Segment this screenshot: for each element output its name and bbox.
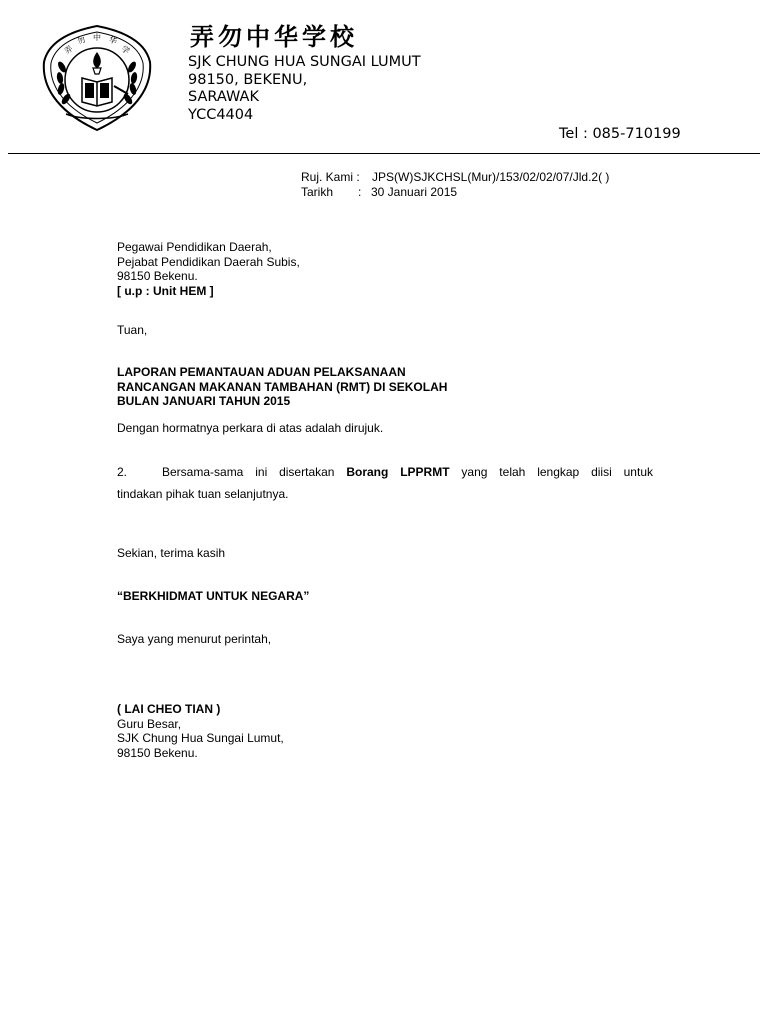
signatory-name: ( LAI CHEO TIAN )	[117, 702, 221, 716]
letterhead-divider	[8, 153, 760, 154]
signature-block	[117, 702, 284, 760]
salutation: Tuan,	[117, 323, 148, 337]
school-name: SJK CHUNG HUA SUNGAI LUMUT	[188, 54, 421, 70]
date-line	[301, 185, 609, 200]
date-colon: :	[358, 184, 362, 199]
signatory-title: Guru Besar,	[117, 716, 182, 731]
svg-text:勿: 勿	[76, 35, 87, 47]
svg-text:华: 华	[107, 35, 118, 47]
school-crest-icon	[36, 22, 158, 134]
paragraph-2-text-before: Bersama-sama ini disertakan	[162, 465, 335, 479]
date-label: Tarikh	[301, 184, 334, 199]
recipient-address	[117, 240, 300, 298]
school-code: YCC4404	[188, 106, 254, 123]
reference-block	[301, 170, 609, 199]
reference-line	[301, 170, 609, 185]
paragraph-2	[117, 461, 653, 505]
school-crest-logo	[36, 22, 158, 134]
svg-text:学: 学	[119, 43, 132, 56]
signatory-address: 98150 Bekenu.	[117, 745, 198, 760]
subject-heading	[117, 365, 447, 409]
paragraph-2-line-2: tindakan pihak tuan selanjutnya.	[117, 487, 289, 501]
school-telephone: Tel : 085-710199	[559, 126, 681, 142]
paragraph-1: Dengan hormatnya perkara di atas adalah dirujuk.	[117, 421, 384, 435]
recipient-line-2: Pejabat Pendidikan Daerah Subis,	[117, 254, 300, 269]
paragraph-2-form-name: Borang LPPRMT	[346, 465, 450, 479]
subject-line-2: RANCANGAN MAKANAN TAMBAHAN (RMT) DI SEKOLAH	[117, 379, 448, 394]
closing-thanks: Sekian, terima kasih	[117, 546, 226, 560]
subject-line-1: LAPORAN PEMANTAUAN ADUAN PELAKSANAAN	[117, 365, 406, 379]
paragraph-2-line-1	[117, 461, 653, 483]
closing-signoff: Saya yang menurut perintah,	[117, 632, 272, 646]
paragraph-2-text-after: yang telah lengkap diisi untuk	[461, 465, 653, 479]
svg-text:弄: 弄	[62, 43, 75, 56]
school-postcode-town: 98150, BEKENU,	[188, 71, 308, 88]
recipient-attention: [ u.p : Unit HEM ]	[117, 283, 214, 298]
school-state: SARAWAK	[188, 89, 259, 105]
recipient-line-1: Pegawai Pendidikan Daerah,	[117, 240, 272, 254]
paragraph-2-number: 2.	[117, 465, 128, 479]
date-value: 30 Januari 2015	[371, 184, 458, 199]
reference-value: JPS(W)SJKCHSL(Mur)/153/02/02/07/Jld.2( )	[372, 170, 610, 184]
subject-line-3: BULAN JANUARI TAHUN 2015	[117, 394, 291, 408]
signatory-school: SJK Chung Hua Sungai Lumut,	[117, 731, 284, 745]
recipient-line-3: 98150 Bekenu.	[117, 269, 198, 283]
school-address-block	[188, 54, 421, 124]
svg-text:中: 中	[93, 33, 101, 42]
closing-motto: “BERKHIDMAT UNTUK NEGARA”	[117, 589, 310, 603]
reference-label: Ruj. Kami :	[301, 170, 360, 184]
school-chinese-name: 弄勿中华学校	[190, 22, 358, 51]
